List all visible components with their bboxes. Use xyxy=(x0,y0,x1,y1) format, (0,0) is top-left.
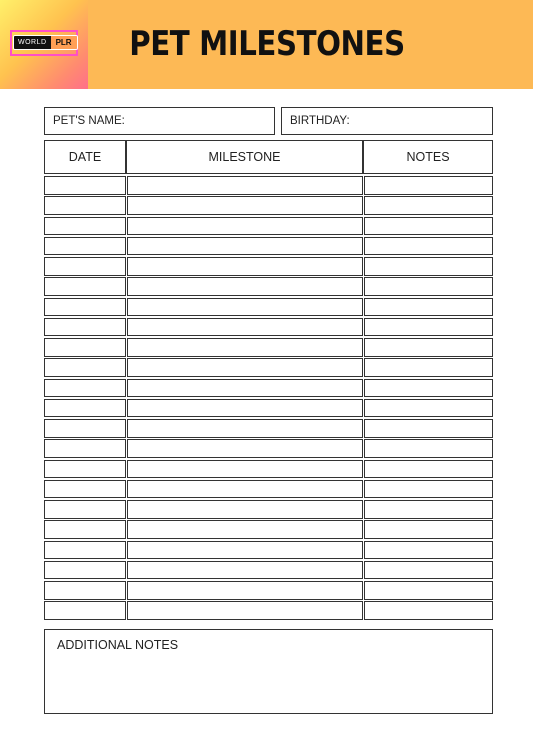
date-cell[interactable] xyxy=(44,541,126,560)
table-row xyxy=(44,175,493,195)
table-row xyxy=(44,317,493,337)
table-row xyxy=(44,519,493,539)
date-cell[interactable] xyxy=(44,581,126,600)
birthday-field[interactable] xyxy=(281,107,493,135)
additional-notes-label: ADDITIONAL NOTES xyxy=(57,638,179,652)
milestone-cell[interactable] xyxy=(127,217,363,236)
table-row xyxy=(44,216,493,236)
milestone-cell[interactable] xyxy=(127,419,363,438)
notes-cell[interactable] xyxy=(364,217,493,236)
milestone-cell[interactable] xyxy=(127,480,363,499)
table-row xyxy=(44,236,493,256)
milestone-cell[interactable] xyxy=(127,176,363,195)
milestone-cell[interactable] xyxy=(127,460,363,479)
milestone-cell[interactable] xyxy=(127,399,363,418)
notes-cell[interactable] xyxy=(364,257,493,276)
notes-cell[interactable] xyxy=(364,460,493,479)
milestone-cell[interactable] xyxy=(127,500,363,519)
notes-cell[interactable] xyxy=(364,338,493,357)
table-row xyxy=(44,499,493,519)
date-cell[interactable] xyxy=(44,439,126,458)
logo-badge xyxy=(13,35,78,50)
milestone-cell[interactable] xyxy=(127,541,363,560)
table-row xyxy=(44,195,493,215)
birthday-label: BIRTHDAY: xyxy=(290,115,350,127)
notes-cell[interactable] xyxy=(364,176,493,195)
date-cell[interactable] xyxy=(44,298,126,317)
table-row xyxy=(44,378,493,398)
table-row xyxy=(44,256,493,276)
date-cell[interactable] xyxy=(44,480,126,499)
milestone-cell[interactable] xyxy=(127,257,363,276)
notes-cell[interactable] xyxy=(364,237,493,256)
notes-cell[interactable] xyxy=(364,399,493,418)
milestone-cell[interactable] xyxy=(127,581,363,600)
notes-cell[interactable] xyxy=(364,500,493,519)
date-cell[interactable] xyxy=(44,601,126,620)
header-banner xyxy=(0,0,533,89)
table-row xyxy=(44,540,493,560)
table-row xyxy=(44,337,493,357)
pet-name-label: PET'S NAME: xyxy=(53,115,125,127)
notes-cell[interactable] xyxy=(364,379,493,398)
table-row xyxy=(44,418,493,438)
notes-cell[interactable] xyxy=(364,318,493,337)
milestone-cell[interactable] xyxy=(127,196,363,215)
date-cell[interactable] xyxy=(44,217,126,236)
milestone-cell[interactable] xyxy=(127,520,363,539)
date-cell[interactable] xyxy=(44,460,126,479)
date-cell[interactable] xyxy=(44,338,126,357)
date-cell[interactable] xyxy=(44,399,126,418)
date-cell[interactable] xyxy=(44,379,126,398)
additional-notes-box[interactable] xyxy=(44,629,493,714)
date-cell[interactable] xyxy=(44,520,126,539)
page-title: PET MILESTONES xyxy=(129,24,405,64)
notes-cell[interactable] xyxy=(364,277,493,296)
milestone-cell[interactable] xyxy=(127,561,363,580)
pet-name-field[interactable] xyxy=(44,107,275,135)
table-row xyxy=(44,398,493,418)
table-row xyxy=(44,600,493,620)
notes-cell[interactable] xyxy=(364,541,493,560)
milestone-cell[interactable] xyxy=(127,277,363,296)
notes-cell[interactable] xyxy=(364,561,493,580)
table-row xyxy=(44,297,493,317)
table-row xyxy=(44,560,493,580)
milestone-cell[interactable] xyxy=(127,298,363,317)
logo-word-plr: PLR xyxy=(51,36,77,49)
milestone-cell[interactable] xyxy=(127,237,363,256)
milestone-cell[interactable] xyxy=(127,439,363,458)
table-row xyxy=(44,357,493,377)
date-cell[interactable] xyxy=(44,196,126,215)
milestone-table xyxy=(44,175,493,621)
notes-cell[interactable] xyxy=(364,196,493,215)
date-cell[interactable] xyxy=(44,500,126,519)
table-row xyxy=(44,479,493,499)
notes-cell[interactable] xyxy=(364,439,493,458)
date-cell[interactable] xyxy=(44,419,126,438)
column-header-date: DATE xyxy=(44,140,126,174)
table-row xyxy=(44,459,493,479)
table-row xyxy=(44,580,493,600)
date-cell[interactable] xyxy=(44,277,126,296)
notes-cell[interactable] xyxy=(364,581,493,600)
date-cell[interactable] xyxy=(44,237,126,256)
column-header-milestone: MILESTONE xyxy=(126,140,363,174)
milestone-cell[interactable] xyxy=(127,601,363,620)
table-row xyxy=(44,276,493,296)
logo-word-world: WORLD xyxy=(14,36,51,49)
milestone-cell[interactable] xyxy=(127,338,363,357)
logo xyxy=(0,0,88,89)
notes-cell[interactable] xyxy=(364,419,493,438)
date-cell[interactable] xyxy=(44,318,126,337)
notes-cell[interactable] xyxy=(364,298,493,317)
date-cell[interactable] xyxy=(44,176,126,195)
date-cell[interactable] xyxy=(44,257,126,276)
milestone-cell[interactable] xyxy=(127,358,363,377)
notes-cell[interactable] xyxy=(364,520,493,539)
date-cell[interactable] xyxy=(44,561,126,580)
milestone-cell[interactable] xyxy=(127,318,363,337)
notes-cell[interactable] xyxy=(364,601,493,620)
table-row xyxy=(44,438,493,458)
notes-cell[interactable] xyxy=(364,358,493,377)
milestone-cell[interactable] xyxy=(127,379,363,398)
column-header-notes: NOTES xyxy=(363,140,493,174)
notes-cell[interactable] xyxy=(364,480,493,499)
date-cell[interactable] xyxy=(44,358,126,377)
